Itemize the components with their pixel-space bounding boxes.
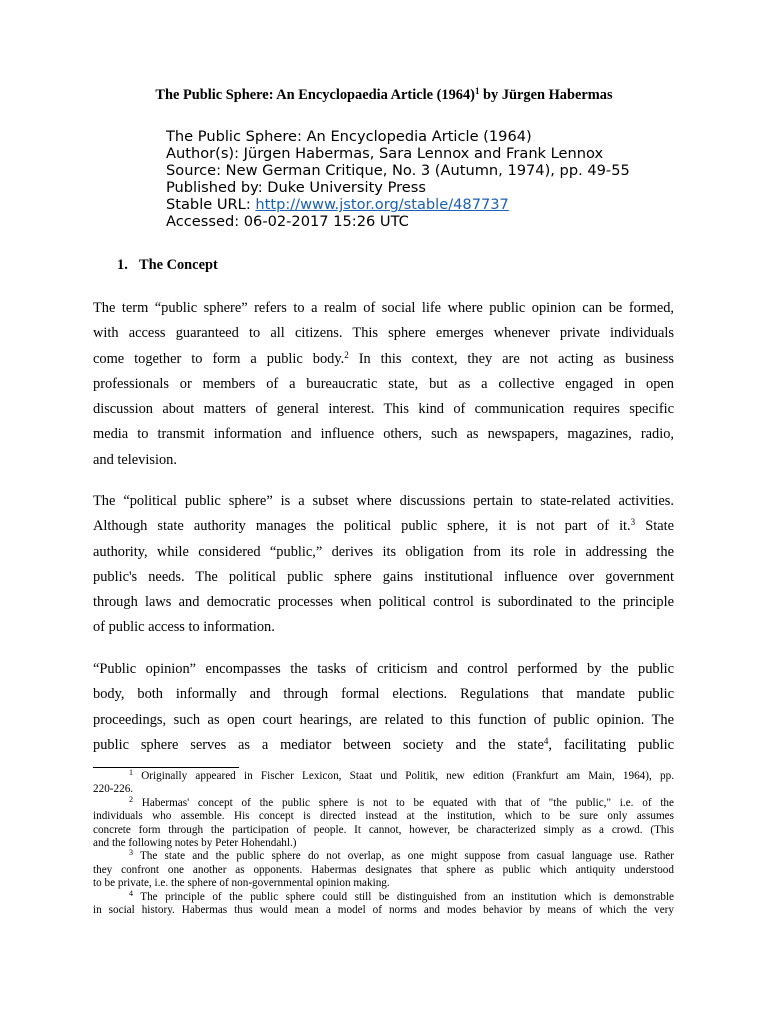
footnote-separator <box>93 767 239 768</box>
citation-authors: Author(s): Jürgen Habermas, Sara Lennox and Frank Lennox <box>166 145 604 163</box>
footnote-1: $^1$ Originally appeared in Fischer Lexicon, Staat und Politik, new edition (Frankfurt am Main, 1964), pp. 220-226. <box>93 768 674 796</box>
paragraph-line: with access guaranteed to all citizens. This sphere emerges whenever private individuals <box>93 325 674 342</box>
paragraph-line: public's needs. The political public sphere gains institutional influence over government <box>93 568 674 585</box>
paragraph-line: body, both informally and through formal elections. Regulations that mandate public <box>93 686 674 703</box>
section-title: The Concept <box>139 257 218 273</box>
citation-source: Source: New German Critique, No. 3 (Autumn, 1974), pp. 49-55 <box>166 162 630 180</box>
paragraph-line: Although state authority manages the political public sphere, it is not part of it.$^3$ State <box>93 517 675 535</box>
paragraph-line: The “political public sphere” is a subset where discussions pertain to state-related activities. <box>93 493 674 509</box>
footnote-ref-2[interactable]: 2 <box>344 349 349 360</box>
citation-accessed: Accessed: 06-02-2017 15:26 UTC <box>166 213 409 231</box>
paragraph-line: come together to form a public body.$^2$ In this context, they are not acting as business <box>93 349 674 367</box>
article-title <box>0 87 768 104</box>
paragraph-line: public sphere serves as a mediator between society and the state$^4$, facilitating public <box>93 735 674 753</box>
footnote-mark: 3 <box>129 848 133 858</box>
citation-stable-url <box>166 196 630 213</box>
citation-title: The Public Sphere: An Encyclopedia Article (1964) <box>166 128 532 145</box>
paragraph-line: of public access to information. <box>93 619 275 636</box>
footnotes <box>93 770 674 917</box>
citation-block <box>166 128 630 231</box>
footnote-mark: 2 <box>129 794 133 804</box>
footnote-ref-4[interactable]: 4 <box>543 735 549 746</box>
footnote-ref-3[interactable]: 3 <box>630 517 636 528</box>
stable-url-link[interactable]: http://www.jstor.org/stable/487737 <box>255 196 509 214</box>
citation-publisher: Published by: Duke University Press <box>166 179 426 197</box>
paragraph-line: discussion about matters of general interest. This kind of communication requires specific <box>93 401 674 418</box>
paragraph-line: media to transmit information and influence others, such as newspapers, magazines, radio, <box>93 426 674 443</box>
footnote-3: $^3$ The state and the public sphere do not overlap, as one might suppose from casual language use. Rather they confront one another as opponents. Habermas designates that sphere as public which antiquity understood to be private, i.e. the sphere of non-governmental opinion making. <box>93 848 674 890</box>
footnote-4: $^4$ The principle of the public sphere could still be distinguished from an institution which is demonstrable in social history. Habermas thus would mean a model of norms and modes behavior by means of which the very <box>93 888 674 917</box>
paragraph-line: through laws and democratic processes when political control is subordinated to the principle <box>93 594 674 611</box>
paragraph-line: and television. <box>93 451 177 468</box>
stable-url-label: Stable URL: <box>166 196 256 214</box>
footnote-ref-1[interactable]: 1 <box>474 86 480 96</box>
footnote-mark: 1 <box>129 768 133 777</box>
paragraph-line: professionals or members of a bureaucratic state, but as a collective engaged in open <box>93 375 674 392</box>
paragraph-line: authority, while considered “public,” derives its obligation from its role in addressing the <box>93 543 674 560</box>
paragraph-line: “Public opinion” encompasses the tasks of criticism and control performed by the public <box>93 661 674 677</box>
paragraph-3 <box>93 657 674 758</box>
paragraph-1 <box>93 296 674 473</box>
paragraph-line: The term “public sphere” refers to a realm of social life where public opinion can be formed, <box>93 300 674 316</box>
paragraph-2 <box>93 489 674 641</box>
footnote-2: $^2$ Habermas' concept of the public sphere is not to be equated with that of "the public," i.e. of the individuals who assemble. His concept is directed instead at the institution, which to be sure only assumes concrete form through the participation of people. It cannot, however, be characterized simply as a crowd. (This and the following notes by Peter Hohendahl.) <box>93 794 674 850</box>
title-text: The Public Sphere: An Encyclopaedia Article (1964) <box>155 87 475 103</box>
title-byline: by Jürgen Habermas <box>479 87 613 103</box>
section-number: 1. <box>117 257 128 273</box>
section-heading <box>117 257 218 274</box>
footnote-mark: 4 <box>129 888 133 898</box>
paragraph-line: proceedings, such as open court hearings, are related to this function of public opinion. The <box>93 711 674 728</box>
